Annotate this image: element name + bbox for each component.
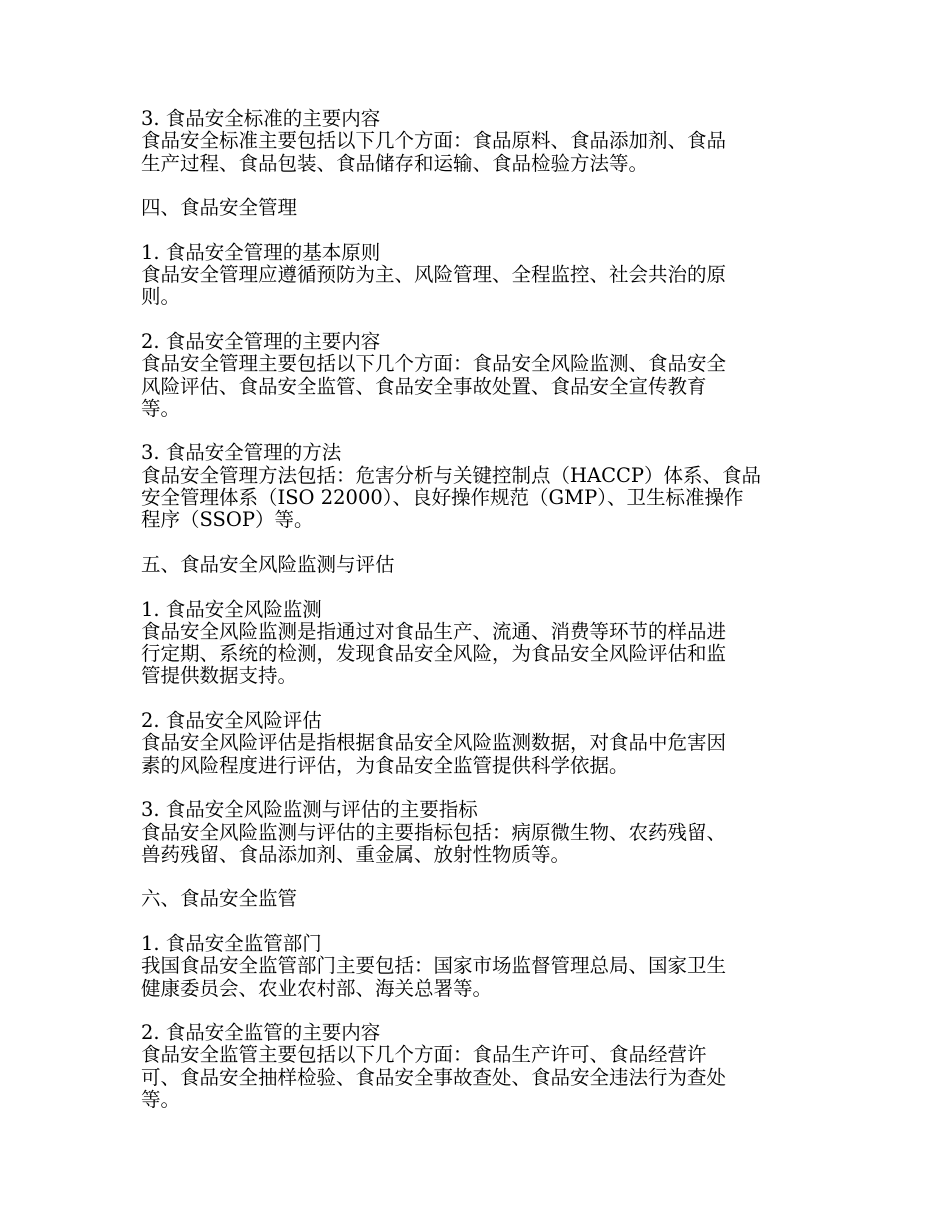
- subsection-heading: 1. 食品安全风险监测: [141, 597, 322, 621]
- paragraph: 食品安全管理方法包括：危害分析与关键控制点（HACCP）体系、食品 安全管理体系（ISO 22000）、良好操作规范（GMP）、卫生标准操作 程序（SSOP）等。: [141, 463, 762, 532]
- paragraph: 食品安全风险监测与评估的主要指标包括：病原微生物、农药残留、 兽药残留、食品添加剂、重金属、放射性物质等。: [141, 820, 727, 866]
- paragraph: 食品安全风险评估是指根据食品安全风险监测数据，对食品中危害因 素的风险程度进行评估，为食品安全监管提供科学依据。: [141, 731, 727, 777]
- subsection-heading: 2. 食品安全监管的主要内容: [141, 1021, 381, 1045]
- section-heading: 六、食品安全监管: [141, 887, 298, 911]
- paragraph: 食品安全监管主要包括以下几个方面：食品生产许可、食品经营许 可、食品安全抽样检验、食品安全事故查处、食品安全违法行为查处 等。: [141, 1043, 727, 1112]
- paragraph: 食品安全标准主要包括以下几个方面：食品原料、食品添加剂、食品 生产过程、食品包装、食品储存和运输、食品检验方法等。: [141, 129, 727, 175]
- document-body: [141, 108, 806, 1134]
- subsection-heading: 3. 食品安全管理的方法: [141, 441, 342, 465]
- subsection-heading: 2. 食品安全风险评估: [141, 709, 322, 733]
- paragraph: 食品安全风险监测是指通过对食品生产、流通、消费等环节的样品进 行定期、系统的检测，发现食品安全风险，为食品安全风险评估和监 管提供数据支持。: [141, 619, 727, 688]
- subsection-heading: 3. 食品安全风险监测与评估的主要指标: [141, 798, 478, 822]
- paragraph: 食品安全管理应遵循预防为主、风险管理、全程监控、社会共治的原 则。: [141, 263, 727, 309]
- subsection-heading: 1. 食品安全管理的基本原则: [141, 240, 381, 264]
- paragraph: 食品安全管理主要包括以下几个方面：食品安全风险监测、食品安全 风险评估、食品安全监管、食品安全事故处置、食品安全宣传教育 等。: [141, 352, 727, 420]
- subsection-heading: 2. 食品安全管理的主要内容: [141, 329, 381, 353]
- subsection-heading: 1. 食品安全监管部门: [141, 931, 322, 955]
- subsection-heading: 3. 食品安全标准的主要内容: [141, 107, 381, 130]
- section-heading: 五、食品安全风险监测与评估: [141, 552, 395, 576]
- paragraph: 我国食品安全监管部门主要包括：国家市场监督管理总局、国家卫生 健康委员会、农业农村部、海关总署等。: [141, 954, 727, 1000]
- section-heading: 四、食品安全管理: [141, 196, 298, 220]
